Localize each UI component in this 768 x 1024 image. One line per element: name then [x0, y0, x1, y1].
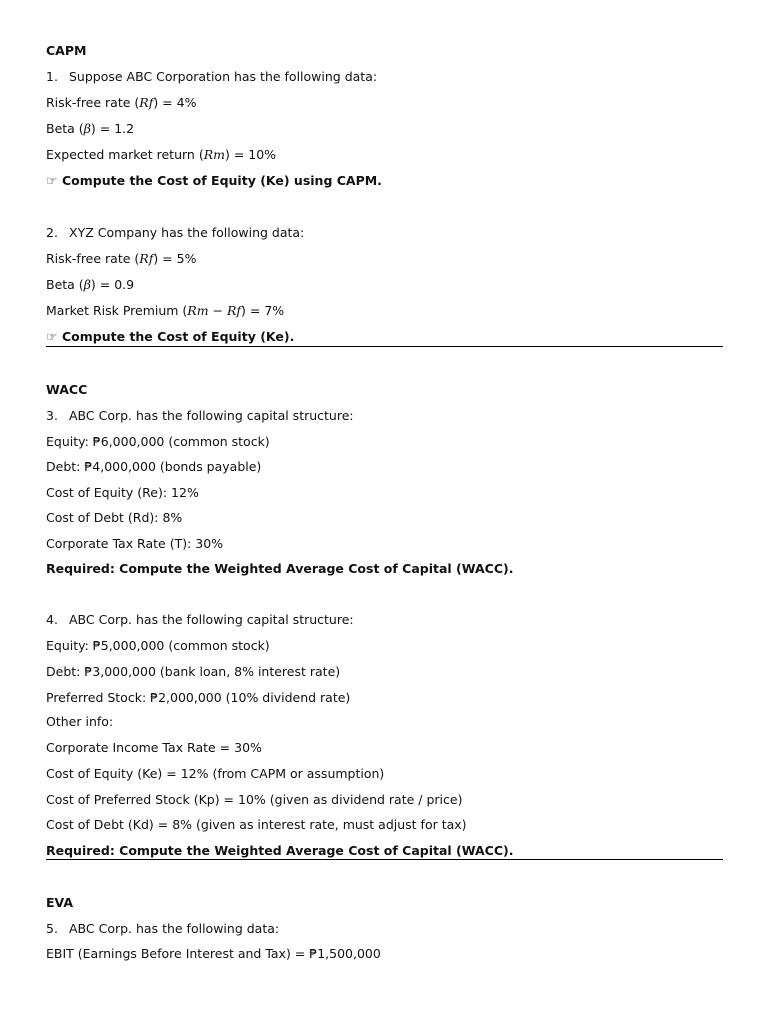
question-number: 2.: [46, 225, 58, 240]
q4-data-line: Other info:: [46, 714, 114, 729]
question-5-intro: [46, 921, 279, 937]
question-intro-text: XYZ Company has the following data:: [69, 225, 305, 240]
section-divider: [46, 859, 723, 860]
mrp-label: Market Risk Premium (: [46, 303, 188, 318]
task-text: Compute the Cost of Equity (Ke).: [62, 329, 295, 344]
q1-beta: [46, 121, 134, 137]
beta-symbol: β: [83, 121, 91, 136]
q2-beta: [46, 277, 134, 293]
beta-label: Beta (: [46, 277, 84, 292]
rf-label: Risk-free rate (: [46, 251, 140, 266]
q1-task: [46, 173, 382, 189]
rm-label: Expected market return (: [46, 147, 204, 162]
beta-value: ) = 0.9: [90, 277, 135, 292]
mrp-symbol: Rm − Rf: [187, 303, 242, 318]
section-divider: [46, 346, 723, 347]
question-3-intro: [46, 408, 354, 424]
section-heading-capm: CAPM: [46, 43, 87, 58]
question-1-intro: [46, 69, 377, 85]
q3-required: Required: Compute the Weighted Average Cost of Capital (WACC).: [46, 561, 514, 576]
q4-data-line: Cost of Preferred Stock (Kp) = 10% (given as dividend rate / price): [46, 792, 463, 807]
q2-risk-free-rate: [46, 251, 196, 267]
q2-market-risk-premium: [46, 303, 284, 319]
question-intro-text: ABC Corp. has the following data:: [69, 921, 280, 936]
task-text: Compute the Cost of Equity (Ke) using CAPM.: [62, 173, 382, 188]
beta-value: ) = 1.2: [90, 121, 135, 136]
question-4-intro: [46, 612, 354, 628]
pointing-hand-icon: ☞: [46, 329, 58, 344]
q3-data-line: Cost of Equity (Re): 12%: [46, 485, 199, 500]
q4-data-line: Preferred Stock: ₱2,000,000 (10% dividend rate): [46, 690, 351, 705]
rf-value: ) = 4%: [153, 95, 197, 110]
section-heading-wacc: WACC: [46, 382, 88, 397]
question-number: 3.: [46, 408, 58, 423]
q1-market-return: [46, 147, 276, 163]
q3-data-line: Cost of Debt (Rd): 8%: [46, 510, 183, 525]
beta-label: Beta (: [46, 121, 84, 136]
q4-required: Required: Compute the Weighted Average Cost of Capital (WACC).: [46, 843, 514, 858]
q2-task: [46, 329, 294, 345]
q1-risk-free-rate: [46, 95, 196, 111]
rf-symbol: Rf: [139, 95, 154, 110]
question-number: 5.: [46, 921, 58, 936]
question-intro-text: ABC Corp. has the following capital structure:: [69, 612, 354, 627]
rm-value: ) = 10%: [224, 147, 277, 162]
q4-data-line: Debt: ₱3,000,000 (bank loan, 8% interest rate): [46, 664, 341, 679]
q4-data-line: Equity: ₱5,000,000 (common stock): [46, 638, 270, 653]
section-heading-eva: EVA: [46, 895, 74, 910]
rf-symbol: Rf: [139, 251, 154, 266]
q3-data-line: Debt: ₱4,000,000 (bonds payable): [46, 459, 262, 474]
question-intro-text: ABC Corp. has the following capital structure:: [69, 408, 354, 423]
q5-data-line: EBIT (Earnings Before Interest and Tax) = ₱1,500,000: [46, 946, 381, 961]
q4-data-line: Cost of Debt (Kd) = 8% (given as interest rate, must adjust for tax): [46, 817, 467, 832]
question-number: 1.: [46, 69, 58, 84]
beta-symbol: β: [83, 277, 91, 292]
rm-symbol: Rm: [203, 147, 225, 162]
rf-value: ) = 5%: [153, 251, 197, 266]
rf-label: Risk-free rate (: [46, 95, 140, 110]
q4-data-line: Cost of Equity (Ke) = 12% (from CAPM or assumption): [46, 766, 385, 781]
mrp-value: ) = 7%: [241, 303, 285, 318]
q3-data-line: Equity: ₱6,000,000 (common stock): [46, 434, 270, 449]
question-number: 4.: [46, 612, 58, 627]
question-intro-text: Suppose ABC Corporation has the following data:: [69, 69, 378, 84]
q3-data-line: Corporate Tax Rate (T): 30%: [46, 536, 224, 551]
q4-data-line: Corporate Income Tax Rate = 30%: [46, 740, 262, 755]
question-2-intro: [46, 225, 304, 241]
pointing-hand-icon: ☞: [46, 173, 58, 188]
